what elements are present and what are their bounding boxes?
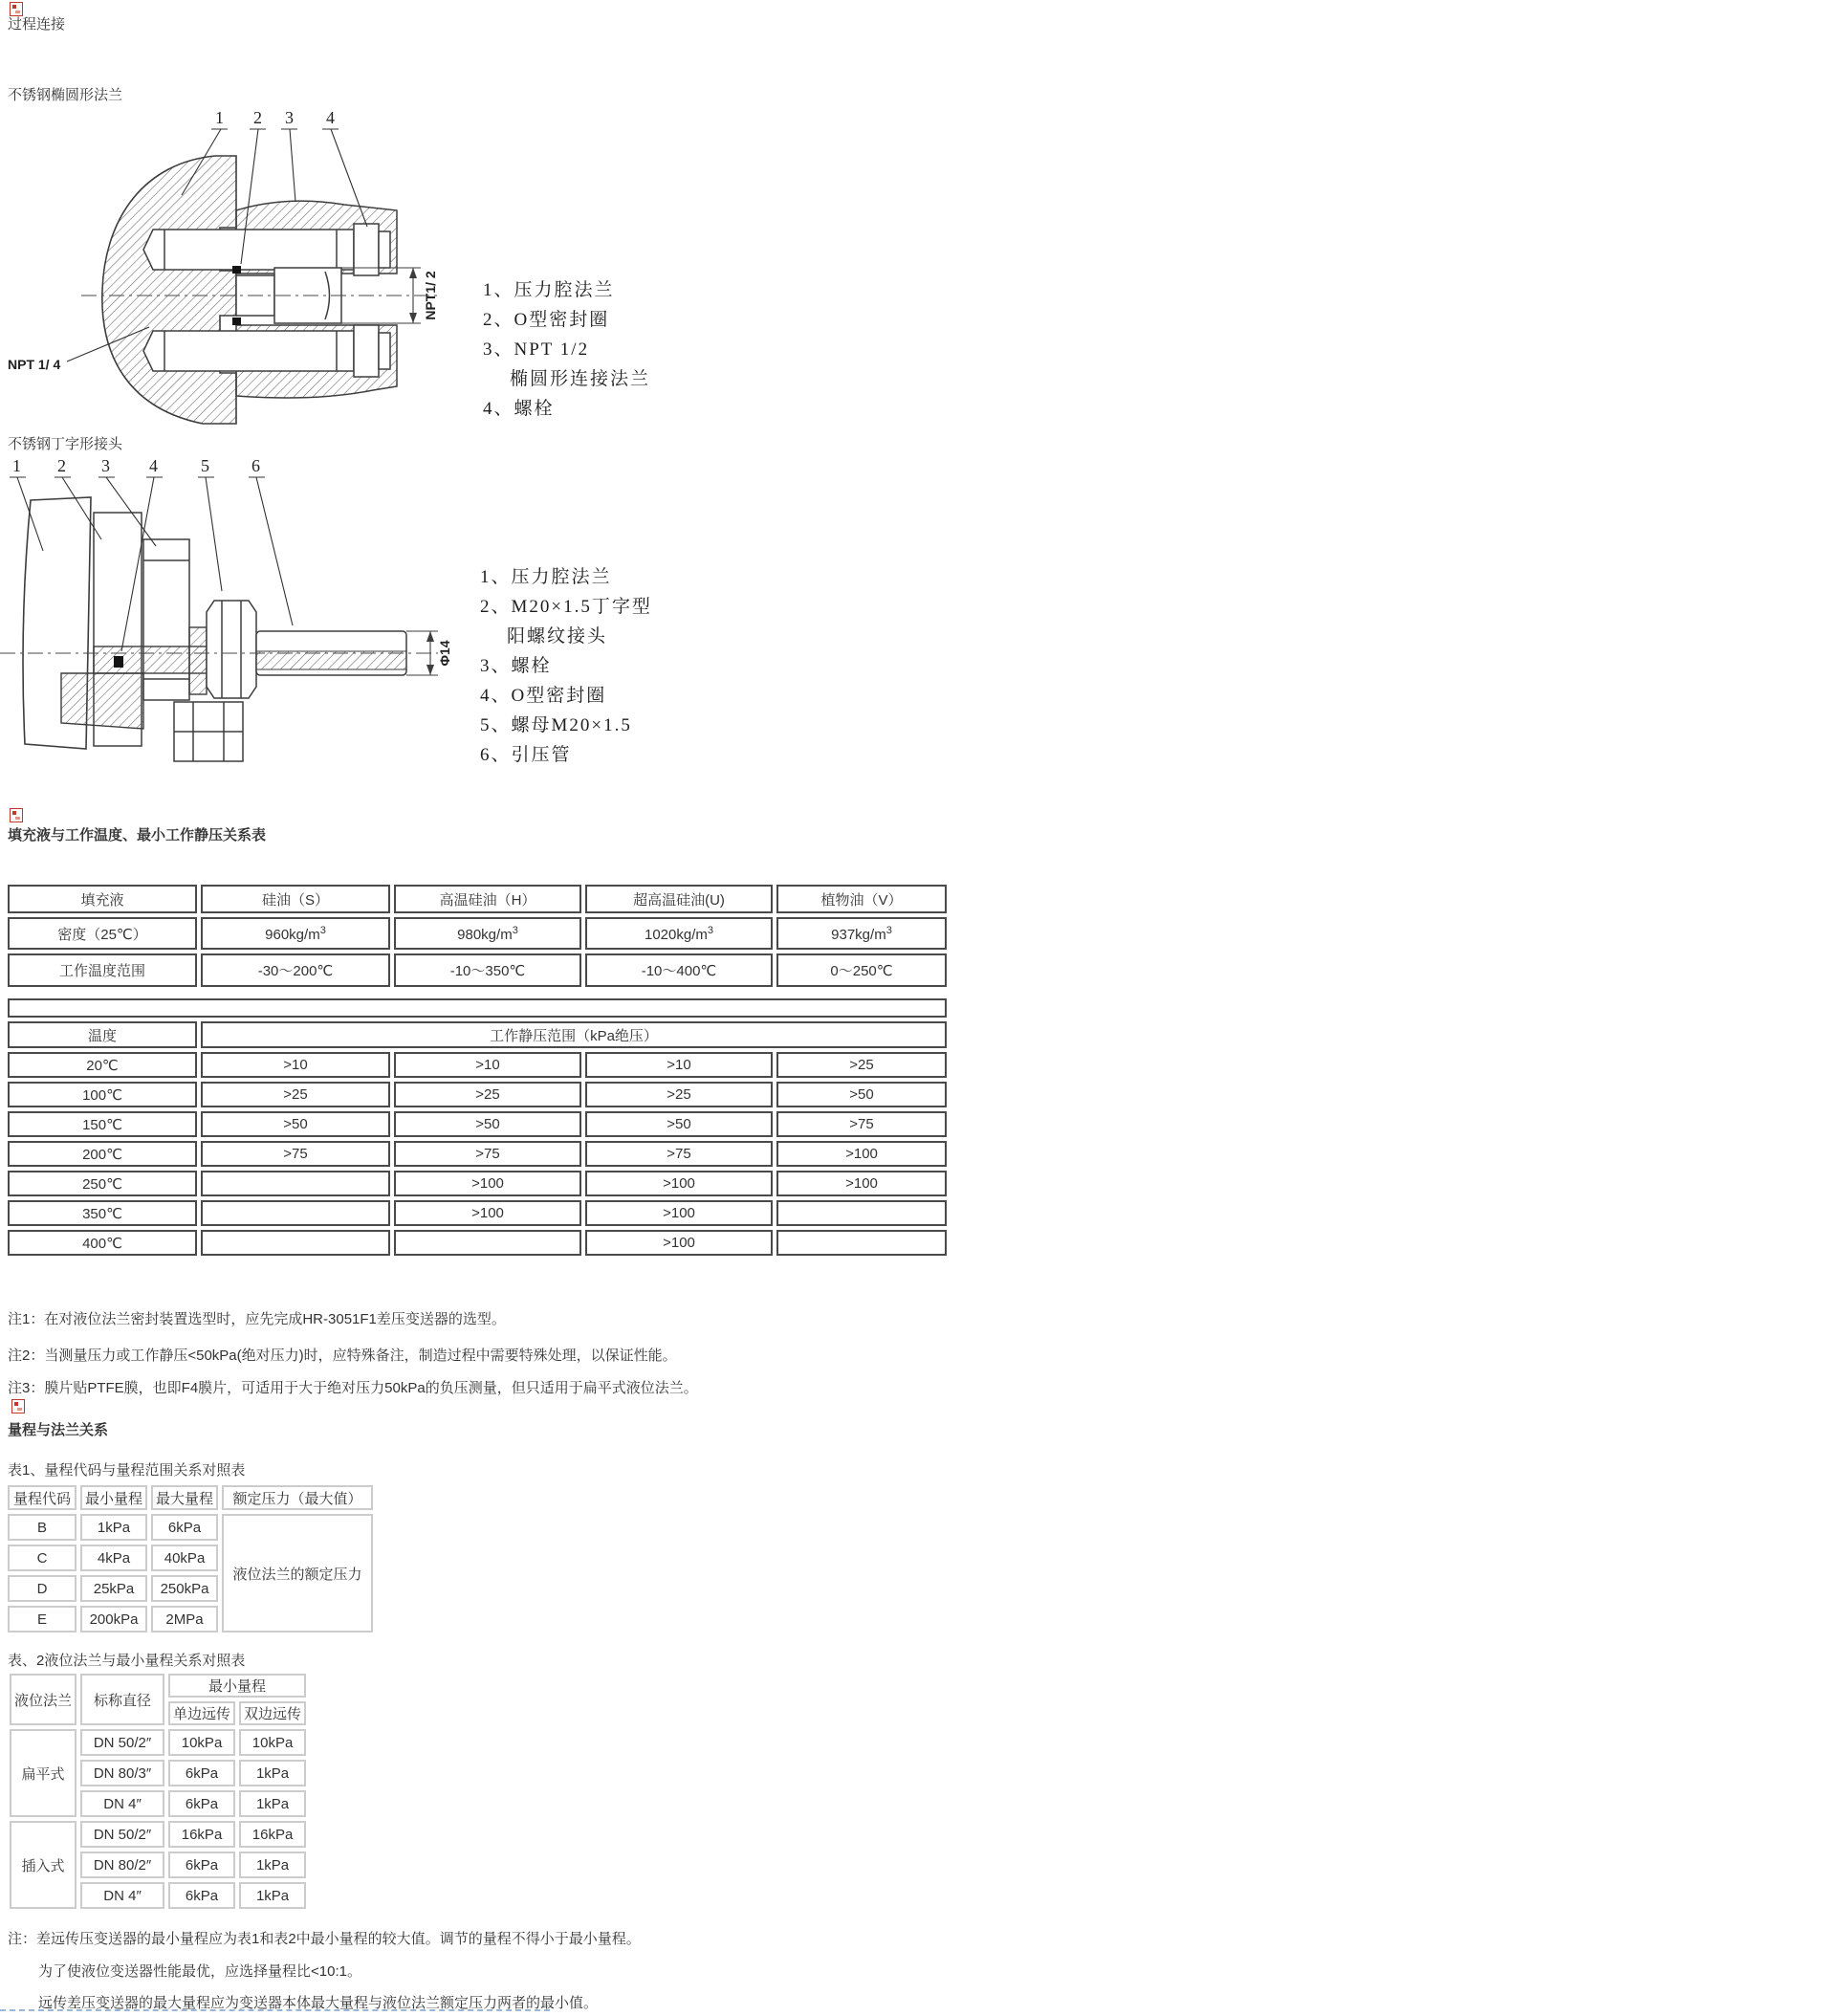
legend-line: 2、O型密封圈 (483, 310, 610, 330)
table-cell: 10kPa (168, 1729, 235, 1756)
bolt-bottom (143, 325, 390, 377)
table-cell: >50 (776, 1082, 947, 1107)
lower-hex-nut (174, 702, 243, 761)
table-cell (394, 917, 581, 950)
callout-number: 2 (253, 108, 262, 127)
table-row (8, 1230, 947, 1256)
table-header-cell: 最小量程 (80, 1485, 147, 1510)
table-row (8, 1021, 947, 1048)
table-cell: 25kPa (80, 1575, 147, 1602)
table-cell (776, 1200, 947, 1226)
table-cell: D (8, 1575, 76, 1602)
table-cell: 10kPa (239, 1729, 306, 1756)
row-label-cell: 工作温度范围 (8, 953, 197, 987)
final-note: 远传差压变送器的最大量程应为变送器本体最大量程与液位法兰额定压力两者的最小值。 (38, 1995, 599, 2011)
table-row (8, 1200, 947, 1226)
legend-line: 1、压力腔法兰 (483, 280, 615, 300)
table-row (8, 1171, 947, 1196)
density-value: 937kg/m (831, 926, 886, 943)
legend-line: 4、螺栓 (483, 399, 555, 419)
callout-number: 2 (57, 457, 66, 475)
table-header-cell: 最小量程 (168, 1674, 306, 1698)
table-header-cell: 双边远传 (239, 1701, 306, 1725)
table-cell (201, 1230, 390, 1256)
table-cell: DN 4″ (80, 1790, 164, 1817)
table-cell: >10 (201, 1052, 390, 1078)
table-row (10, 1729, 306, 1756)
elliptical-flange-diagram (0, 103, 478, 433)
legend-line: 5、螺母M20×1.5 (480, 715, 632, 735)
callout-number: 1 (12, 457, 21, 475)
table-row (8, 1514, 373, 1541)
table-cell: 6kPa (168, 1790, 235, 1817)
row-label-cell: 400℃ (8, 1230, 197, 1256)
superscript: 3 (707, 924, 713, 936)
table-cell: >75 (585, 1141, 773, 1167)
npt12-label: NPT1/ 2 (423, 271, 438, 320)
table-cell: 1kPa (239, 1760, 306, 1786)
flange-diagram-legend (483, 275, 650, 424)
table2-caption: 表、2液位法兰与最小量程关系对照表 (8, 1653, 246, 1669)
table-cell (776, 1230, 947, 1256)
table-header-cell: 标称直径 (80, 1674, 164, 1725)
table-cell: >50 (201, 1111, 390, 1137)
table-header-cell: 额定压力（最大值） (222, 1485, 373, 1510)
density-value: 960kg/m (265, 926, 320, 943)
callout-number: 6 (251, 457, 260, 475)
superscript: 3 (512, 924, 518, 936)
table-row (8, 1111, 947, 1137)
flange-min-range-table (6, 1670, 310, 1913)
static-pressure-table (4, 995, 951, 1260)
table-cell: DN 50/2″ (80, 1729, 164, 1756)
legend-line: 阳螺纹接头 (507, 626, 608, 646)
lower-flange-block (61, 673, 143, 729)
note-text: 注1：在对液位法兰密封装置选型时，应先完成HR-3051F1差压变送器的选型。 (8, 1311, 506, 1327)
table-header-cell: 植物油（V） (776, 885, 947, 913)
table-cell: >25 (585, 1082, 773, 1107)
table-cell: 1kPa (80, 1514, 147, 1541)
table-header-cell: 最大量程 (151, 1485, 218, 1510)
table-cell: >10 (394, 1052, 581, 1078)
table-cell: 1kPa (239, 1852, 306, 1878)
tee-diagram-legend (480, 562, 652, 770)
table-cell: 6kPa (151, 1514, 218, 1541)
table-cell (201, 1200, 390, 1226)
table-header-cell: 量程代码 (8, 1485, 76, 1510)
table-cell: E (8, 1606, 76, 1633)
table-cell: 16kPa (239, 1821, 306, 1848)
table-cell: DN 50/2″ (80, 1821, 164, 1848)
table-header-cell: 填充液 (8, 885, 197, 913)
table-cell (585, 917, 773, 950)
red-bullet-icon (11, 1399, 25, 1413)
flange-diagram-subtitle: 不锈钢椭圆形法兰 (8, 87, 123, 103)
table-row (8, 1052, 947, 1078)
table-row (8, 1141, 947, 1167)
fitting-neck (189, 627, 207, 694)
table-cell: B (8, 1514, 76, 1541)
table-cell: 6kPa (168, 1760, 235, 1786)
table-row (8, 1082, 947, 1107)
table-cell: >100 (394, 1171, 581, 1196)
table-header-cell: 硅油（S） (201, 885, 390, 913)
callout-number: 3 (285, 108, 294, 127)
table-cell: >100 (585, 1171, 773, 1196)
o-ring-bottom (232, 318, 241, 325)
table-cell: -30～200℃ (201, 953, 390, 987)
table-row (8, 953, 947, 987)
callout-number: 4 (149, 457, 158, 475)
table-cell: 40kPa (151, 1545, 218, 1571)
table-header-cell: 超高温硅油(U) (585, 885, 773, 913)
hex-bolt-column (143, 539, 189, 700)
table-cell: 1kPa (239, 1790, 306, 1817)
table-header-cell: 温度 (8, 1021, 197, 1048)
table-header-cell: 工作静压范围（kPa绝压） (201, 1021, 947, 1048)
callout-number: 3 (101, 457, 110, 475)
red-bullet-icon (10, 808, 23, 822)
o-ring-top (232, 266, 241, 274)
table-cell: 4kPa (80, 1545, 147, 1571)
table-cell: >100 (585, 1230, 773, 1256)
table-row (10, 1821, 306, 1848)
legend-line: 3、NPT 1/2 (483, 340, 590, 360)
final-note: 注：差远传压变送器的最小量程应为表1和表2中最小量程的较大值。调节的量程不得小于最小量程。 (8, 1931, 641, 1947)
superscript: 3 (885, 924, 892, 936)
table-cell: >50 (394, 1111, 581, 1137)
range-section-title: 量程与法兰关系 (8, 1422, 109, 1438)
table-cell: >75 (201, 1141, 390, 1167)
table-cell: 16kPa (168, 1821, 235, 1848)
legend-line: 1、压力腔法兰 (480, 567, 612, 587)
fill-section-title: 填充液与工作温度、最小工作静压关系表 (8, 827, 267, 844)
merged-cell: 液位法兰的额定压力 (222, 1514, 373, 1633)
note-text: 注3：膜片贴PTFE膜，也即F4膜片，可适用于大于绝对压力50kPa的负压测量，但只适用于扁平式液位法兰。 (8, 1380, 698, 1396)
table-row (8, 998, 947, 1018)
group-label-cell: 扁平式 (10, 1729, 76, 1817)
phi14-label: Φ14 (437, 640, 452, 667)
group-label-cell: 插入式 (10, 1821, 76, 1909)
table-cell: DN 80/3″ (80, 1760, 164, 1786)
density-value: 1020kg/m (645, 926, 708, 943)
table-cell: 6kPa (168, 1882, 235, 1909)
table-cell (776, 917, 947, 950)
nut (207, 601, 256, 698)
row-label-cell: 150℃ (8, 1111, 197, 1137)
table-row (8, 885, 947, 913)
table1-caption: 表1、量程代码与量程范围关系对照表 (8, 1462, 246, 1479)
table-cell (201, 1171, 390, 1196)
callout-number: 1 (215, 108, 224, 127)
tee-diagram-subtitle: 不锈钢丁字形接头 (8, 436, 123, 452)
legend-line: 椭圆形连接法兰 (510, 369, 651, 389)
table-cell: >75 (394, 1141, 581, 1167)
table-row (8, 917, 947, 950)
tee-joint-diagram (0, 457, 478, 773)
table-cell: C (8, 1545, 76, 1571)
density-value: 980kg/m (457, 926, 513, 943)
range-code-table (4, 1481, 377, 1636)
table-cell: >100 (776, 1141, 947, 1167)
table-cell: 6kPa (168, 1852, 235, 1878)
legend-line: 2、M20×1.5丁字型 (480, 597, 652, 617)
table-cell (201, 917, 390, 950)
table-cell: >100 (394, 1200, 581, 1226)
table-cell: 1kPa (239, 1882, 306, 1909)
legend-line: 3、螺栓 (480, 656, 552, 676)
row-label-cell: 200℃ (8, 1141, 197, 1167)
table-cell: >25 (776, 1052, 947, 1078)
table-cell: >100 (585, 1200, 773, 1226)
table-cell: -10～350℃ (394, 953, 581, 987)
npt14-label: NPT 1/ 4 (8, 357, 61, 372)
o-ring (114, 656, 123, 668)
table-cell: 250kPa (151, 1575, 218, 1602)
final-note: 为了使液位变送器性能最优，应选择量程比<10:1。 (38, 1963, 361, 1980)
table-cell: 200kPa (80, 1606, 147, 1633)
row-label-cell: 250℃ (8, 1171, 197, 1196)
table-header-cell: 单边远传 (168, 1701, 235, 1725)
table-cell: DN 80/2″ (80, 1852, 164, 1878)
table-cell: >50 (585, 1111, 773, 1137)
table-row (10, 1674, 306, 1698)
callout-number: 4 (326, 108, 335, 127)
row-label-cell: 350℃ (8, 1200, 197, 1226)
table-cell: >100 (776, 1171, 947, 1196)
page-title: 过程连接 (8, 16, 66, 33)
spacer-cell (8, 998, 947, 1018)
legend-line: 4、O型密封圈 (480, 686, 607, 706)
fill-fluid-table (4, 881, 951, 991)
table-header-cell: 高温硅油（H） (394, 885, 581, 913)
superscript: 3 (319, 924, 326, 936)
table-cell: 0～250℃ (776, 953, 947, 987)
legend-line: 6、引压管 (480, 745, 572, 765)
table-cell: >10 (585, 1052, 773, 1078)
table-row (8, 1485, 373, 1510)
table-cell: 2MPa (151, 1606, 218, 1633)
row-label-cell: 100℃ (8, 1082, 197, 1107)
callout-number: 5 (201, 457, 209, 475)
row-label-cell: 密度（25℃） (8, 917, 197, 950)
table-cell (394, 1230, 581, 1256)
row-label-cell: 20℃ (8, 1052, 197, 1078)
red-bullet-icon (10, 2, 23, 16)
flange-body (102, 156, 236, 424)
table-cell: >75 (776, 1111, 947, 1137)
blue-dashed-divider (0, 2009, 550, 2011)
table-header-cell: 液位法兰 (10, 1674, 76, 1725)
table-cell: >25 (201, 1082, 390, 1107)
table-cell: -10～400℃ (585, 953, 773, 987)
table-cell: DN 4″ (80, 1882, 164, 1909)
note-text: 注2：当测量压力或工作静压<50kPa(绝对压力)时，应特殊备注，制造过程中需要特殊处理，以保证性能。 (8, 1348, 677, 1364)
table-cell: >25 (394, 1082, 581, 1107)
